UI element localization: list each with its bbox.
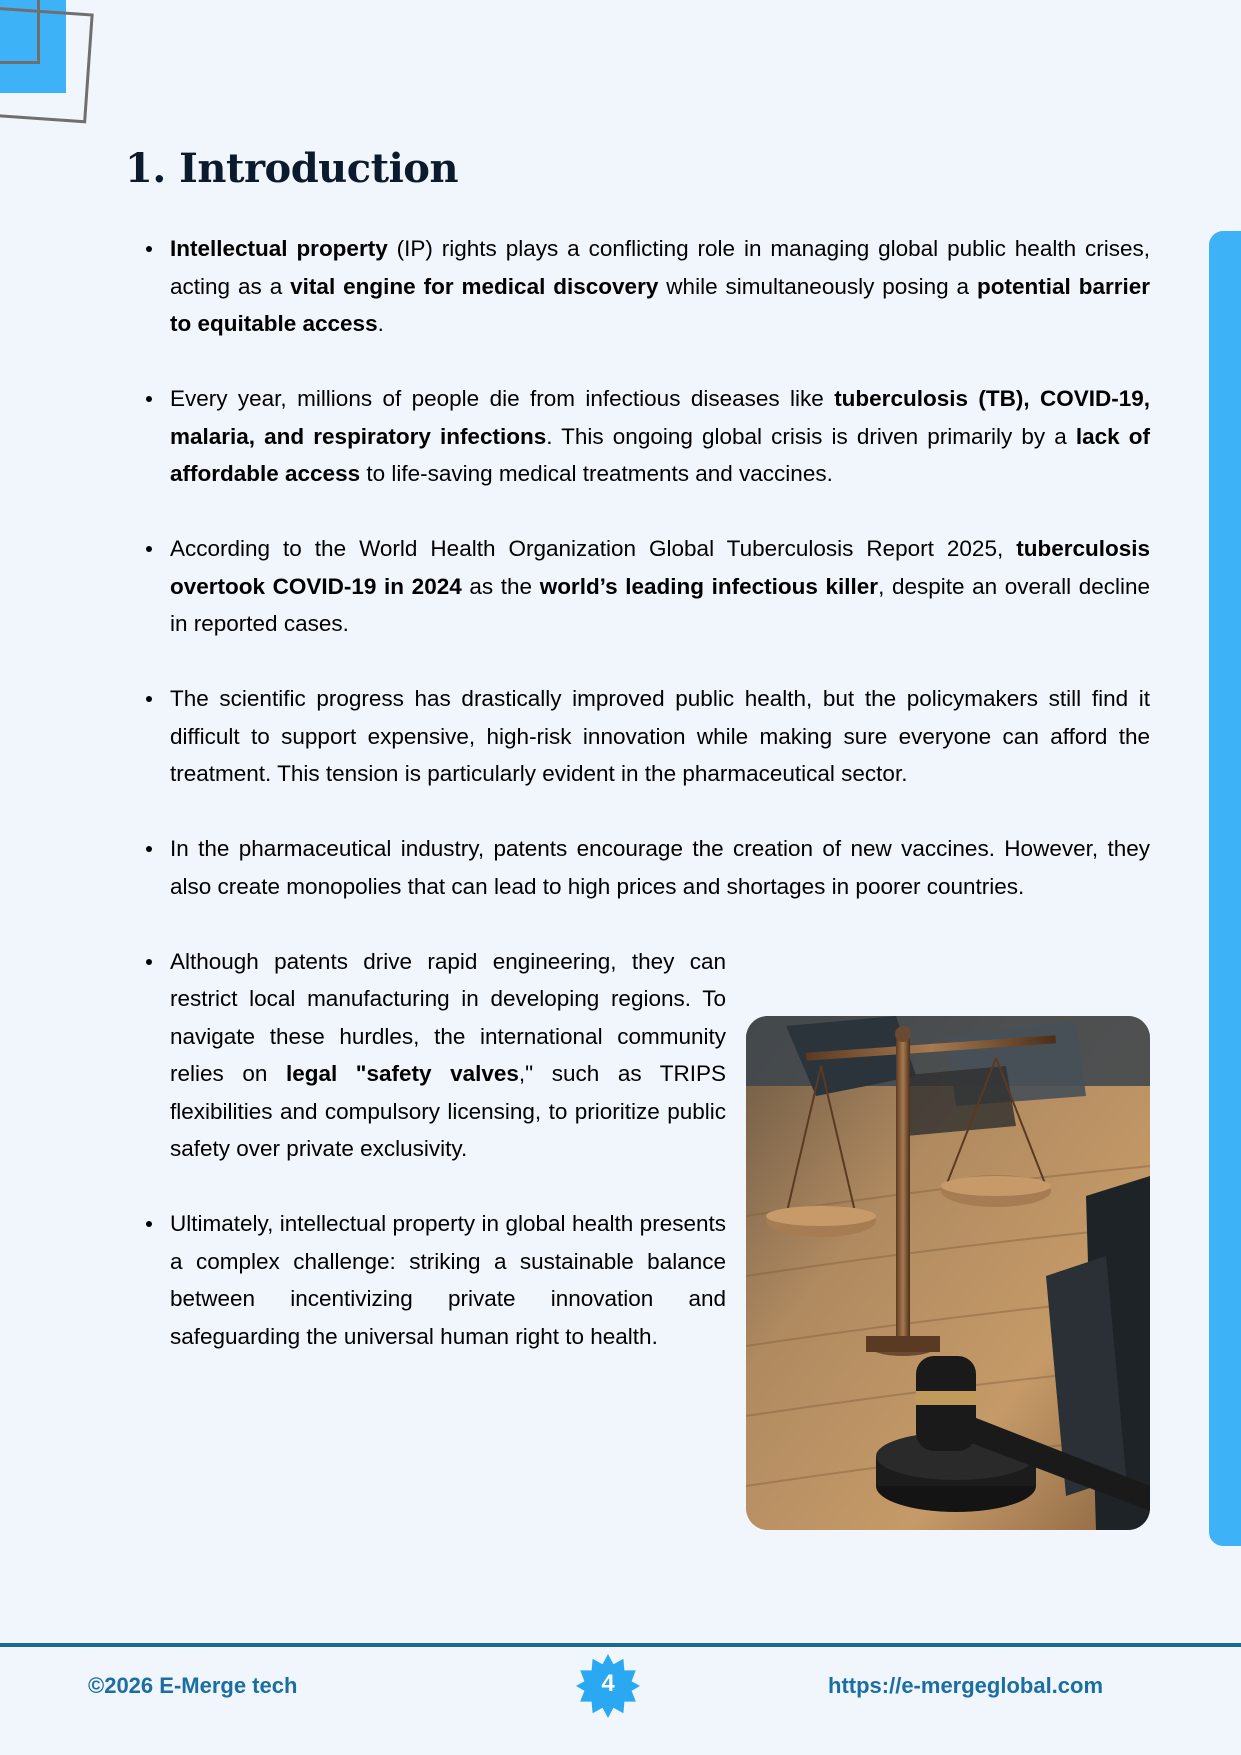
bullet-item xyxy=(140,680,1150,793)
text-run: Ultimately, intellectual property in global health presents a complex challenge: striking a sustainable balance between incentivizing private innovation and safeguarding the universal human right to health. xyxy=(170,1211,726,1349)
text-run: while simultaneously posing a xyxy=(658,273,978,299)
bold-text-run: tuberculosis (TB), COVID-19, malaria, and respiratory infections xyxy=(170,386,1151,449)
footer-copyright: ©2026 E-Merge tech xyxy=(88,1673,298,1698)
text-run: The scientific progress has drastically improved public health, but the policymakers still find it difficult to support expensive, high-risk innovation while making sure everyone can afford the treatment. This tension is particularly evident in the pharmaceutical sector. xyxy=(170,686,1150,786)
bold-text-run: vital engine for medical discovery xyxy=(290,273,659,299)
bullet-item xyxy=(140,230,1150,343)
text-run: as the xyxy=(461,573,540,599)
scales-gavel-illustration xyxy=(746,1016,1150,1530)
bold-text-run: Intellectual property xyxy=(170,236,388,261)
text-run: , despite an overall decline in reported cases. xyxy=(170,573,1150,636)
bullet-item xyxy=(140,530,1150,643)
bold-text-run: tuberculosis overtook COVID-19 in 2024 xyxy=(170,536,1150,599)
text-run: Although patents drive rapid engineering, they can restrict local manufacturing in developing regions. To navigate these hurdles, the international community relies on xyxy=(170,948,726,1086)
footer-website-link[interactable]: https://e-mergeglobal.com xyxy=(828,1673,1104,1698)
bullet-item xyxy=(140,943,726,1168)
page-number: 4 xyxy=(601,1670,615,1697)
text-run: In the pharmaceutical industry, patents encourage the creation of new vaccines. However, they also create monopolies that can lead to high prices and shortages in poorer countries. xyxy=(170,836,1150,899)
text-run: Every year, millions of people die from infectious diseases like xyxy=(170,386,835,411)
text-run: According to the World Health Organization Global Tuberculosis Report 2025, xyxy=(170,536,1017,561)
side-accent-bar xyxy=(1209,231,1241,1546)
footer-divider xyxy=(0,1643,1241,1647)
bullet-item xyxy=(140,830,1150,905)
scales-of-justice-photo xyxy=(746,1016,1150,1530)
text-run: ," such as TRIPS flexibilities and compulsory licensing, to prioritize public safety over private exclusivity. xyxy=(170,1061,727,1161)
bold-text-run: lack of affordable access xyxy=(170,423,1151,486)
text-run: (IP) rights plays a conflicting role in managing global public health crises, acting as a xyxy=(170,236,1151,299)
page-title: 1. Introduction xyxy=(125,145,459,192)
bullet-item xyxy=(140,380,1150,493)
corner-outline-decoration xyxy=(0,7,94,124)
bold-text-run: legal "safety valves xyxy=(285,1061,519,1086)
text-run: . This ongoing global crisis is driven primarily by a xyxy=(546,423,1076,449)
bold-text-run: potential barrier to equitable access xyxy=(170,273,1151,336)
text-run: . xyxy=(377,311,384,336)
text-run: to life-saving medical treatments and vaccines. xyxy=(360,461,833,486)
bold-text-run: world’s leading infectious killer xyxy=(539,573,879,599)
bullet-item xyxy=(140,1205,726,1355)
